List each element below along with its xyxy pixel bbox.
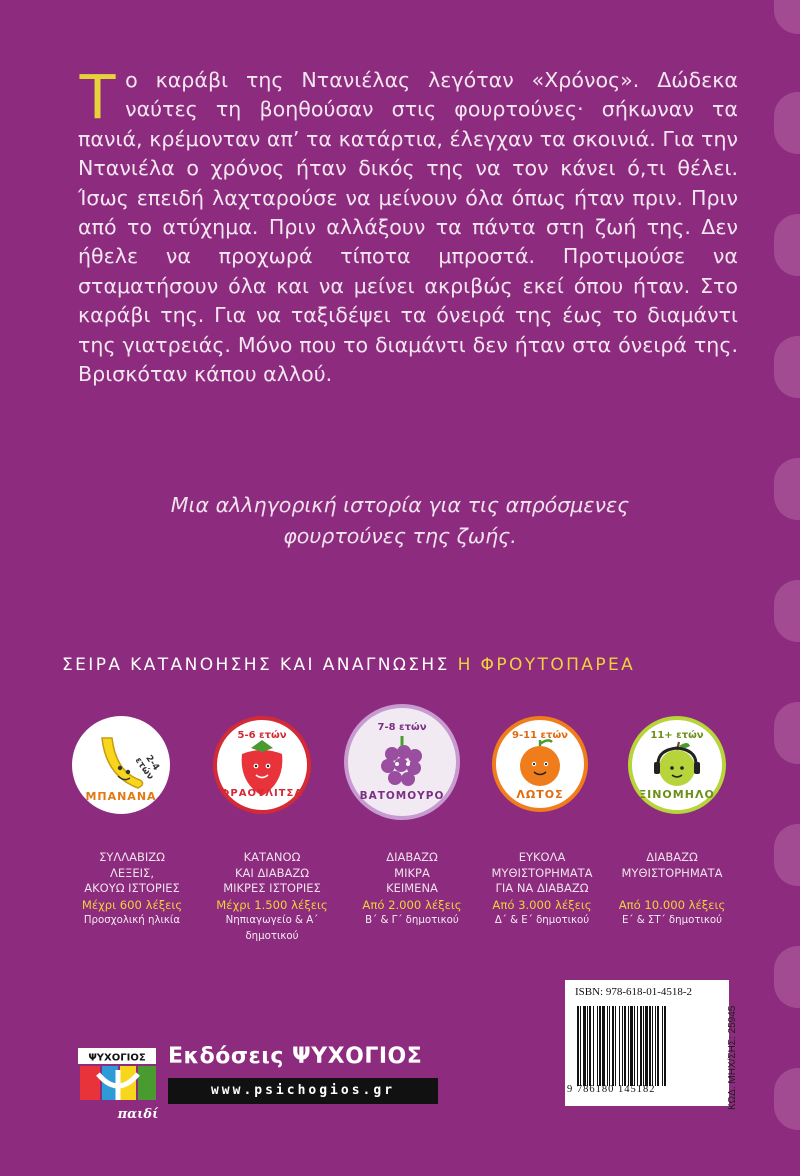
level-grade: Νηπιαγωγείο & Α΄ δημοτικού <box>225 915 319 942</box>
barcode-bar <box>643 1006 644 1086</box>
badge-circle <box>344 704 460 820</box>
badge-fruit-name: ΦΡΑΟΥΛΙΤΣΑ <box>220 788 304 799</box>
badge-circle <box>492 716 588 812</box>
level-desc-line: ΚΑΤΑΝΟΩ <box>243 850 301 864</box>
tagline-line-2: φουρτούνες της ζωής. <box>283 524 517 548</box>
level-description <box>602 850 742 929</box>
level-grade: Ε΄ & ΣΤ΄ δημοτικού <box>621 915 723 926</box>
edge-tab <box>774 946 800 1008</box>
edge-tab <box>774 336 800 398</box>
barcode-bar <box>640 1006 642 1086</box>
barcode-bar <box>593 1006 594 1086</box>
barcode-bar <box>619 1006 620 1086</box>
barcode-digits: 9 786180 145182 <box>567 1084 656 1095</box>
badge-fruit-name: ΞΙΝΟΜΗΛΟ <box>639 788 715 801</box>
barcode-bar <box>649 1006 651 1086</box>
edge-tab <box>774 0 800 34</box>
drop-cap: Τ <box>78 60 118 132</box>
level-badges <box>72 716 732 826</box>
edge-tab <box>774 458 800 520</box>
barcode-bar <box>577 1006 579 1086</box>
barcode-bar <box>612 1006 614 1086</box>
logo-subtitle: παιδί <box>117 1107 159 1122</box>
level-desc-line: ΓΙΑ ΝΑ ΔΙΑΒΑΖΩ <box>495 881 589 895</box>
publisher-logo <box>78 1048 160 1122</box>
barcode-bar <box>583 1006 586 1086</box>
level-grade: Δ΄ & Ε΄ δημοτικού <box>494 915 590 926</box>
edge-tab <box>774 92 800 154</box>
barcode-bar <box>615 1006 616 1086</box>
level-word-count: Από 3.000 λέξεις <box>492 897 592 912</box>
badge-age: 9-11 ετών <box>512 730 568 741</box>
level-word-count: Από 10.000 λέξεις <box>618 897 726 912</box>
barcode-bar <box>664 1006 666 1086</box>
level-description <box>342 850 482 929</box>
level-badge-strawberry <box>213 716 311 814</box>
publisher-url: www.psichogios.gr <box>168 1078 438 1104</box>
barcode-bar <box>587 1006 588 1086</box>
barcode-bar <box>609 1006 610 1086</box>
level-desc-line: ΜΙΚΡΕΣ ΙΣΤΟΡΙΕΣ <box>223 881 321 895</box>
barcode-bar <box>624 1006 626 1086</box>
badge-age: 11+ ετών <box>650 730 704 741</box>
product-code: ΚΩΔ. ΜΗΧ/ΣΗΣ: 25945 <box>727 1005 738 1110</box>
series-heading <box>62 655 742 675</box>
level-grade: Προσχολική ηλικία <box>83 915 181 926</box>
level-desc-line: ΕΥΚΟΛΑ <box>518 850 566 864</box>
level-desc-line: ΑΚΟΥΩ ΙΣΤΟΡΙΕΣ <box>84 881 180 895</box>
level-badge-orange <box>492 716 588 812</box>
edge-tab <box>774 824 800 886</box>
edge-tab <box>774 702 800 764</box>
badge-age: 7-8 ετών <box>377 722 427 733</box>
barcode-bar <box>607 1006 608 1086</box>
barcode-bar <box>602 1006 605 1086</box>
blurb-text: ο καράβι της Ντανιέλας λεγόταν «Χρόνος». Δώδεκα ναύτες τη βοηθούσαν στις φουρτούνες· σήκωναν τα πανιά, κρέμονταν απ’ τα κατάρτια, έλεγχαν τα σκοινιά. Για την Ντανιέλα ο χρόνος ήταν δικός της να τον κάνει ό,τι θέλει. Ίσως επειδή λαχταρούσε να μείνουν όλα όπως ήταν πριν. Πριν από το ατύχημα. Πριν αλλάξουν τα πάντα στη ζωή της. Δεν ήθελε να προχωρά τίποτα μπροστά. Προτιμούσε να σταματήσουν όλα και να μείνει ακριβώς εκεί όπου ήταν. Στο καράβι της. Για να ταξιδέψει τα όνειρά της έως το διαμάντι της γιατρειάς. Μόνο που το διαμάντι δεν ήταν στα όνειρά της. Βρισκόταν κάπου αλλού. <box>78 68 738 387</box>
level-description <box>202 850 342 944</box>
barcode-bar <box>628 1006 629 1086</box>
badge-age: 2-4 ετών <box>132 753 161 782</box>
level-badge-banana <box>72 716 170 814</box>
tagline <box>70 490 730 552</box>
badge-fruit-name: ΜΠΑΝΑΝΑ <box>85 790 157 803</box>
level-badge-green-apple <box>628 716 726 814</box>
badge-fruit-name: ΒΑΤΟΜΟΥΡΟ <box>359 790 445 802</box>
series-prefix: ΣΕΙΡΑ ΚΑΤΑΝΟΗΣΗΣ ΚΑΙ ΑΝΑΓΝΩΣΗΣ <box>62 655 450 675</box>
level-description <box>472 850 612 929</box>
barcode-bar <box>597 1006 598 1086</box>
badge-circle <box>72 716 170 814</box>
barcode-bar <box>630 1006 633 1086</box>
isbn-label: ISBN: 978-618-01-4518-2 <box>575 986 693 998</box>
barcode-bar <box>645 1006 648 1086</box>
level-desc-line: ΚΕΙΜΕΝΑ <box>386 881 438 895</box>
series-name: Η ΦΡΟΥΤΟΠΑΡΕΑ <box>457 655 636 675</box>
barcode-bar <box>657 1006 659 1086</box>
badge-fruit-name: ΛΩΤΟΣ <box>516 788 564 801</box>
level-word-count: Μέχρι 1.500 λέξεις <box>216 897 328 912</box>
level-desc-line: ΜΙΚΡΑ <box>394 865 430 880</box>
edge-tab <box>774 214 800 276</box>
isbn-barcode <box>565 980 729 1106</box>
publisher-name: Εκδόσεις ΨΥΧΟΓΙΟΣ <box>168 1044 423 1069</box>
back-cover-blurb <box>78 60 738 389</box>
level-desc-line: ΔΙΑΒΑΖΩ <box>386 850 438 864</box>
level-description <box>62 850 202 929</box>
level-desc-line: ΔΙΑΒΑΖΩ <box>646 850 698 864</box>
badge-age: 5-6 ετών <box>237 730 287 741</box>
tagline-line-1: Μια αλληγορική ιστορία για τις απρόσμενες <box>170 493 630 517</box>
level-desc-line: ΣΥΛΛΑΒΙΖΩ <box>99 850 165 864</box>
barcode-bar <box>652 1006 653 1086</box>
barcode-bar <box>622 1006 623 1086</box>
level-word-count: Μέχρι 600 λέξεις <box>81 897 183 912</box>
level-badge-blackberry <box>344 704 460 820</box>
barcode-bar <box>589 1006 591 1086</box>
edge-tab <box>774 580 800 642</box>
badge-circle <box>213 716 311 814</box>
logo-wordmark: ΨΥΧΟΓΙΟΣ <box>88 1052 146 1064</box>
level-desc-line: ΚΑΙ ΔΙΑΒΑΖΩ <box>234 865 309 880</box>
level-word-count: Από 2.000 λέξεις <box>362 897 462 912</box>
barcode-bar <box>655 1006 656 1086</box>
barcode-bar <box>599 1006 601 1086</box>
level-desc-line: ΜΥΘΙΣΤΟΡΗΜΑΤΑ <box>491 865 593 880</box>
barcode-bar <box>634 1006 635 1086</box>
badge-circle <box>628 716 726 814</box>
barcode-bar <box>662 1006 663 1086</box>
barcode-bar <box>637 1006 638 1086</box>
barcode-bars <box>575 1006 725 1086</box>
barcode-bar <box>580 1006 581 1086</box>
edge-tab <box>774 1068 800 1130</box>
level-grade: Β΄ & Γ΄ δημοτικού <box>365 915 459 926</box>
level-desc-line: ΛΕΞΕΙΣ, <box>110 865 154 880</box>
level-desc-line: ΜΥΘΙΣΤΟΡΗΜΑΤΑ <box>621 865 723 880</box>
level-desc-spacer <box>602 881 742 897</box>
